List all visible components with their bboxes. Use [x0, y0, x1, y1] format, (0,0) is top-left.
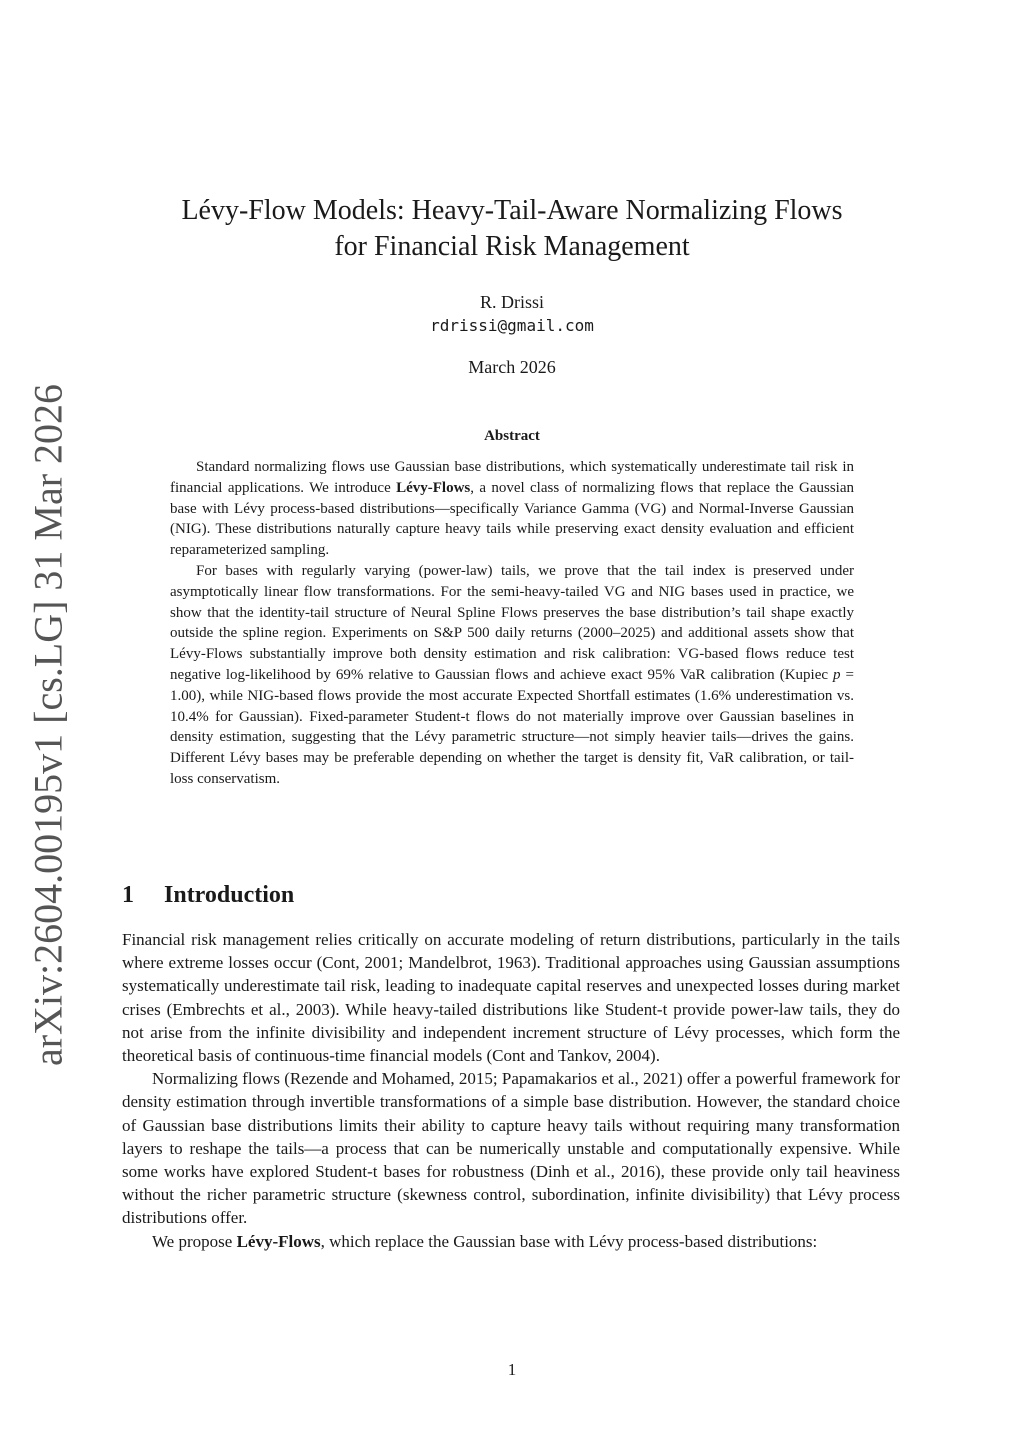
abstract-paragraph: For bases with regularly varying (power-law) tails, we prove that the tail index is preserved under asymptotically linear flow transformations. For the semi-heavy-tailed VG and NIG bases used in practice, we show that the identity-tail structure of Neural Spline Flows preserves the base distribution’s tail shape exactly outside the spline region. Experiments on S&P 500 daily returns (2000–2025) and additional assets show that Lévy-Flows substantially improve both density estimation and risk calibration: VG-based flows reduce test negative log-likelihood by 69% relative to Gaussian flows and achieve exact 95% VaR calibration (Kupiec p = 1.00), while NIG-based flows provide the most accurate Expected Shortfall estimates (1.6% underestimation vs. 10.4% for Gaussian). Fixed-parameter Student-t flows do not materially improve over Gaussian baselines in density estimation, suggesting that the Lévy parametric structure—not simply heavier tails—drives the gains. Different Lévy bases may be preferable depending on whether the target is density fit, VaR calibration, or tail-loss conservatism. [170, 562, 855, 787]
title-line-1: Lévy-Flow Models: Heavy-Tail-Aware Normalizing Flows [181, 195, 843, 226]
abstract-heading: Abstract [484, 428, 540, 444]
paper-title [120, 193, 904, 265]
body-paragraph: Normalizing flows (Rezende and Mohamed, 2015; Papamakarios et al., 2021) offer a powerful framework for density estimation through invertible transformations of a simple base distribution. However, the standard choice of Gaussian base distributions limits their ability to capture heavy tails without requiring many transformation layers to reshape the tails—a process that can be numerically unstable and computationally expensive. While some works have explored Student-t bases for robustness (Dinh et al., 2016), these provide only tail heaviness without the richer parametric structure (skewness control, subordination, infinite divisibility) that Lévy process distributions offer. [122, 1069, 900, 1228]
section-heading [122, 882, 294, 909]
abstract-emphasis: Lévy-Flows [396, 479, 471, 496]
author-name: R. Drissi [479, 292, 544, 312]
abstract [170, 457, 854, 790]
title-line-2: for Financial Risk Management [334, 231, 690, 262]
author-email: rdrissi@gmail.com [430, 316, 594, 335]
abstract-paragraph: Standard normalizing flows use Gaussian base distributions, which systematically underestimate tail risk in financial applications. We introduce Lévy-Flows, a novel class of normalizing flows that replace the Gaussian base with Lévy process-based distributions—specifically Variance Gamma (VG) and Normal-Inverse Gaussian (NIG). These distributions naturally capture heavy tails while preserving exact density evaluation and efficient reparameterized sampling. [170, 459, 854, 559]
body-emphasis: Lévy-Flows [236, 1231, 321, 1251]
section-title: Introduction [164, 882, 295, 908]
section-number: 1 [122, 882, 134, 908]
arxiv-identifier-text: arXiv:2604.00195v1 [cs.LG] 31 Mar 2026 [25, 383, 71, 1067]
introduction-body [122, 928, 900, 1253]
publication-date: March 2026 [468, 357, 556, 377]
body-paragraph: Financial risk management relies critically on accurate modeling of return distributions, particularly in the tails where extreme losses occur (Cont, 2001; Mandelbrot, 1963). Traditional approaches using Gaussian assumptions systematically underestimate tail risk, leading to inadequate capital reserves and unexpected losses during market crises (Embrechts et al., 2003). While heavy-tailed distributions like Student-t provide power-law tails, they do not arise from the infinite divisibility and independent increment structure of Lévy processes, which form the theoretical basis of continuous-time financial models (Cont and Tankov, 2004). [122, 930, 900, 1066]
page-number: 1 [507, 1360, 517, 1379]
body-paragraph: We propose Lévy-Flows, which replace the Gaussian base with Lévy process-based distributions: [152, 1231, 818, 1251]
arxiv-identifier [18, 383, 78, 1067]
